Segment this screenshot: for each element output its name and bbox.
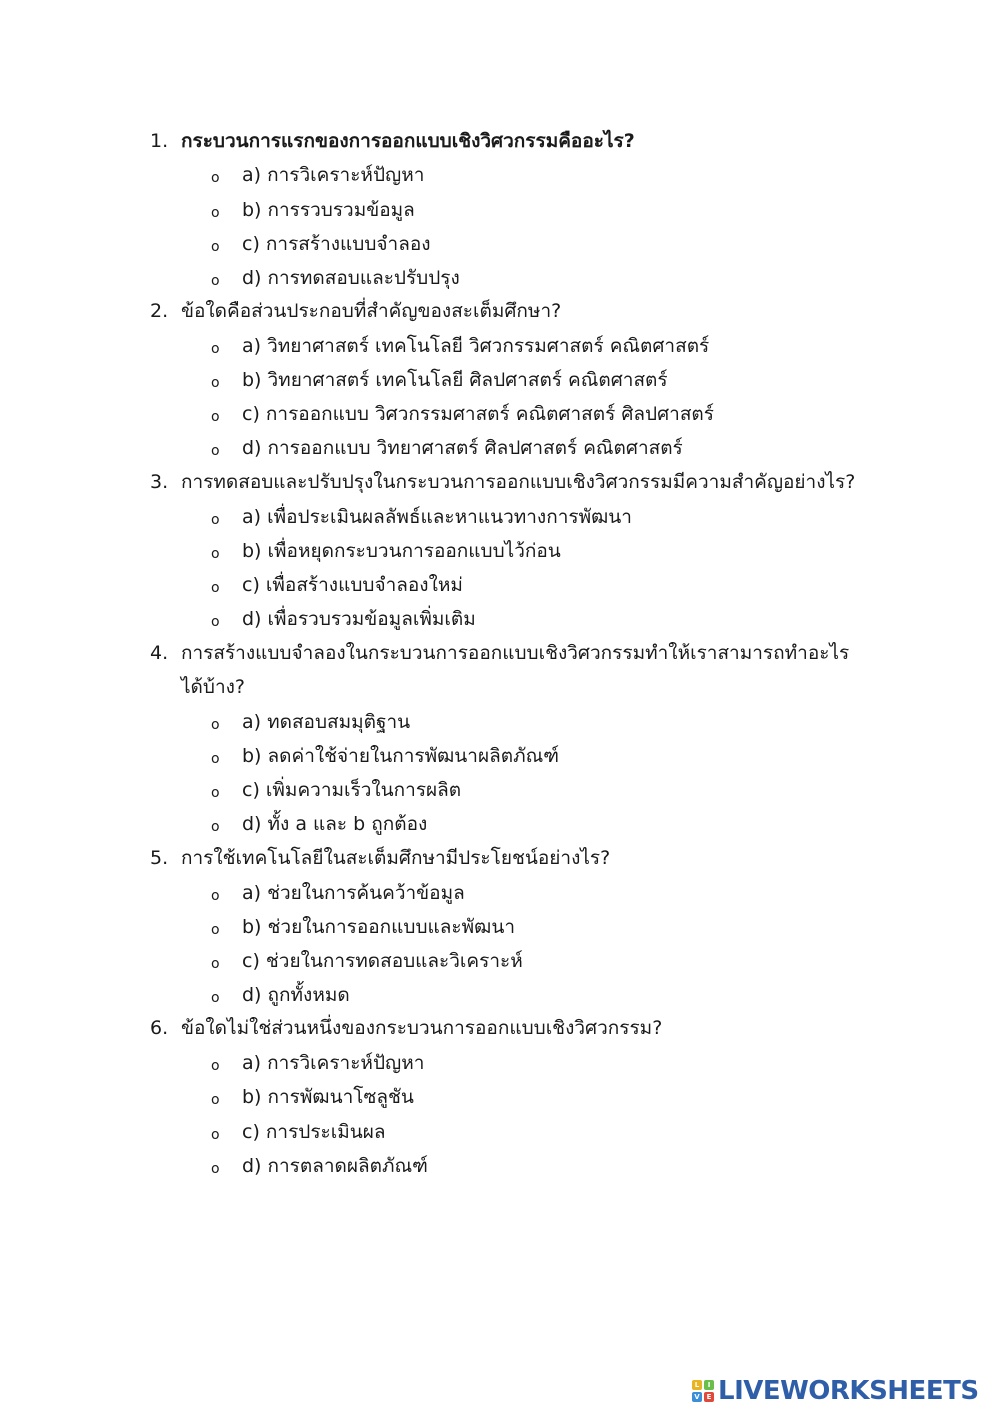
option-text: c) เพื่อสร้างแบบจำลองใหม่ [242, 574, 463, 596]
bullet-icon: o [211, 512, 220, 528]
bullet-icon: o [211, 443, 220, 459]
option-text: c) การสร้างแบบจำลอง [242, 233, 431, 255]
option-text: d) ทั้ง a และ b ถูกต้อง [242, 813, 428, 835]
bullet-icon: o [211, 888, 220, 904]
option-text: c) การประเมินผล [242, 1121, 386, 1143]
option-text: a) ทดสอบสมมุติฐาน [242, 711, 411, 733]
bullet-icon: o [211, 205, 220, 221]
question-number: 1. [150, 130, 169, 152]
bullet-icon: o [211, 1161, 220, 1177]
bullet-icon: o [211, 785, 220, 801]
bullet-icon: o [211, 1092, 220, 1108]
option-text: a) การวิเคราะห์ปัญหา [242, 164, 425, 186]
bullet-icon: o [211, 170, 220, 186]
option-text: a) ช่วยในการค้นคว้าข้อมูล [242, 882, 465, 904]
bullet-icon: o [211, 819, 220, 835]
liveworksheets-icon [692, 1380, 714, 1402]
logo-tile-e: E [704, 1392, 714, 1402]
question-number: 5. [150, 847, 169, 869]
bullet-icon: o [211, 922, 220, 938]
bullet-icon: o [211, 614, 220, 630]
option-text: b) การรวบรวมข้อมูล [242, 199, 415, 221]
bullet-icon: o [211, 717, 220, 733]
question-number: 6. [150, 1017, 169, 1039]
bullet-icon: o [211, 375, 220, 391]
bullet-icon: o [211, 1058, 220, 1074]
question-number: 4. [150, 642, 169, 664]
question-text: การสร้างแบบจำลองในกระบวนการออกแบบเชิงวิศวกรรมทำให้เราสามารถทำอะไรได้บ้าง? [181, 642, 850, 698]
option-text: a) การวิเคราะห์ปัญหา [242, 1052, 425, 1074]
option-text: d) ถูกทั้งหมด [242, 984, 350, 1006]
bullet-icon: o [211, 409, 220, 425]
question-number: 2. [150, 300, 169, 322]
question-text: การทดสอบและปรับปรุงในกระบวนการออกแบบเชิงวิศวกรรมมีความสำคัญอย่างไร? [181, 471, 856, 493]
logo-tile-i: I [704, 1380, 714, 1390]
logo-tile-l: L [692, 1380, 702, 1390]
option-text: d) การตลาดผลิตภัณฑ์ [242, 1155, 428, 1177]
option-text: b) วิทยาศาสตร์ เทคโนโลยี ศิลปศาสตร์ คณิตศาสตร์ [242, 369, 668, 391]
option-text: c) เพิ่มความเร็วในการผลิต [242, 779, 462, 801]
liveworksheets-wordmark: LIVEWORKSHEETS [718, 1376, 979, 1406]
option-text: a) เพื่อประเมินผลลัพธ์และหาแนวทางการพัฒนา [242, 506, 632, 528]
bullet-icon: o [211, 990, 220, 1006]
logo-tile-v: V [692, 1392, 702, 1402]
option-text: c) การออกแบบ วิศวกรรมศาสตร์ คณิตศาสตร์ ศิลปศาสตร์ [242, 403, 714, 425]
option-text: b) ช่วยในการออกแบบและพัฒนา [242, 916, 515, 938]
liveworksheets-logo [692, 1374, 979, 1408]
bullet-icon: o [211, 1127, 220, 1143]
question-text: กระบวนการแรกของการออกแบบเชิงวิศวกรรมคืออะไร? [181, 130, 635, 152]
question-number: 3. [150, 471, 169, 493]
option-text: d) เพื่อรวบรวมข้อมูลเพิ่มเติม [242, 608, 476, 630]
question-text: ข้อใดไม่ใช่ส่วนหนึ่งของกระบวนการออกแบบเชิงวิศวกรรม? [181, 1017, 663, 1039]
option-text: b) ลดค่าใช้จ่ายในการพัฒนาผลิตภัณฑ์ [242, 745, 560, 767]
bullet-icon: o [211, 273, 220, 289]
bullet-icon: o [211, 239, 220, 255]
bullet-icon: o [211, 751, 220, 767]
bullet-icon: o [211, 341, 220, 357]
bullet-icon: o [211, 546, 220, 562]
option-text: b) การพัฒนาโซลูชัน [242, 1086, 414, 1108]
option-text: d) การออกแบบ วิทยาศาสตร์ ศิลปศาสตร์ คณิตศาสตร์ [242, 437, 683, 459]
question-text: การใช้เทคโนโลยีในสะเต็มศึกษามีประโยชน์อย่างไร? [181, 847, 611, 869]
option-text: a) วิทยาศาสตร์ เทคโนโลยี วิศวกรรมศาสตร์ คณิตศาสตร์ [242, 335, 710, 357]
bullet-icon: o [211, 956, 220, 972]
question-text: ข้อใดคือส่วนประกอบที่สำคัญของสะเต็มศึกษา? [181, 300, 562, 322]
option-text: c) ช่วยในการทดสอบและวิเคราะห์ [242, 950, 523, 972]
option-text: d) การทดสอบและปรับปรุง [242, 267, 460, 289]
bullet-icon: o [211, 580, 220, 596]
option-text: b) เพื่อหยุดกระบวนการออกแบบไว้ก่อน [242, 540, 561, 562]
